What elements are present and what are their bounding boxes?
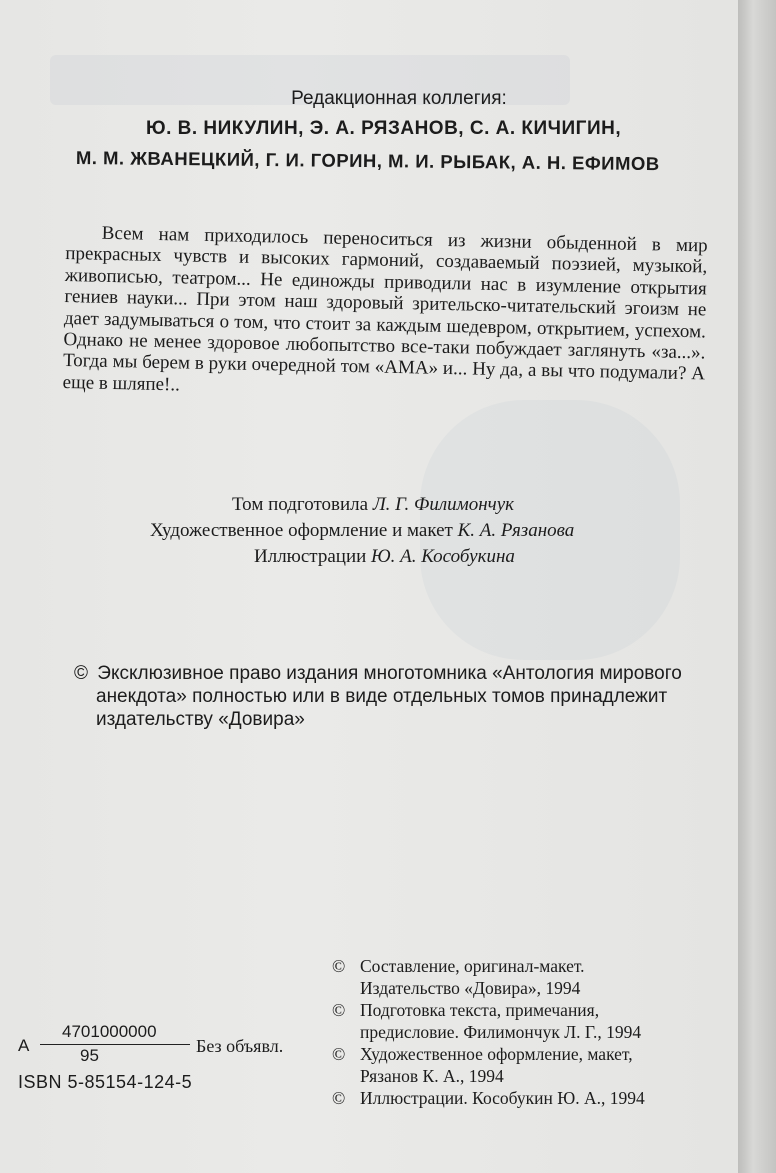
rights-entry — [332, 1087, 712, 1109]
preface-text: Всем нам приходилось переноситься из жизни обыденной в мир прекрасных чувств и высоких гармоний, создаваемый поэзией, музыкой, живописью, театром... Не единожды приводили нас в изумление открытия гениев науки... При этом наш здоровый зрительско-читательский эгоизм не дает задумываться о том, что стоит за каждым шедевром, открытием, успехом. Однако не менее здоровое любопытство все-таки побуждает заглянуть «за...». Тогда мы берем в руки очередной том «АМА» и... Ну да, а вы что подумали? А еще в шляпе!.. — [62, 222, 708, 396]
credits-block — [150, 492, 710, 570]
rights-entry-line: Рязанов К. А., 1994 — [360, 1066, 504, 1086]
rights-entry-line: Художественное оформление, макет, — [360, 1044, 633, 1064]
rights-list — [332, 955, 712, 1109]
copyright-symbol: © — [332, 1088, 346, 1108]
credit-illustrations-name: Ю. А. Кособукина — [371, 546, 515, 567]
page-edge — [738, 0, 776, 1173]
catalog-denominator: 95 — [80, 1046, 99, 1065]
credit-prepared — [232, 492, 710, 518]
credit-illustrations-label: Иллюстрации — [254, 546, 367, 567]
rights-entry — [332, 999, 712, 1043]
rights-entry — [332, 1043, 712, 1087]
credit-illustrations — [254, 544, 710, 570]
isbn: ISBN 5-85154-124-5 — [18, 1072, 193, 1092]
copyright-symbol: © — [332, 1044, 346, 1064]
editorial-board-line-2: М. М. ЖВАНЕЦКИЙ, Г. И. ГОРИН, М. И. РЫБАК, А. Н. ЕФИМОВ — [75, 147, 660, 175]
copyright-line-3: издательству «Довира» — [96, 709, 305, 730]
rights-entry-line: Составление, оригинал-макет. — [360, 956, 585, 976]
credit-design — [150, 518, 710, 544]
rights-entry — [332, 955, 712, 999]
rights-entry-line: Издательство «Довира», 1994 — [360, 978, 581, 998]
catalog-letter: А — [18, 1036, 30, 1055]
copyright-symbol: © — [332, 956, 346, 976]
copyright-symbol: © — [332, 1000, 346, 1020]
catalog-fraction-rule — [40, 1044, 190, 1045]
rights-entry-line: предисловие. Филимончук Л. Г., 1994 — [360, 1022, 642, 1042]
credit-prepared-name: Л. Г. Филимончук — [372, 494, 515, 515]
editorial-board-line-1: Ю. В. НИКУЛИН, Э. А. РЯЗАНОВ, С. А. КИЧИГИН, — [146, 118, 622, 139]
catalog-note: Без объявл. — [196, 1036, 284, 1056]
rights-entry-line: Подготовка текста, примечания, — [360, 1000, 600, 1020]
copyright-symbol: © — [74, 663, 88, 684]
credit-design-name: К. А. Рязанова — [457, 520, 575, 541]
catalog-numerator: 4701000000 — [62, 1022, 157, 1041]
editorial-board-heading: Редакционная коллегия: — [291, 88, 507, 109]
credit-design-label: Художественное оформление и макет — [150, 520, 453, 541]
copyright-line-2: анекдота» полностью или в виде отдельных томов принадлежит — [96, 686, 668, 707]
copyright-notice — [74, 662, 714, 731]
copyright-line-1 — [74, 662, 714, 685]
copyright-text-1: Эксклюзивное право издания многотомника «Антология мирового — [97, 663, 682, 684]
rights-entry-line: Иллюстрации. Кособукин Ю. А., 1994 — [360, 1088, 645, 1108]
credit-prepared-label: Том подготовила — [232, 494, 369, 515]
